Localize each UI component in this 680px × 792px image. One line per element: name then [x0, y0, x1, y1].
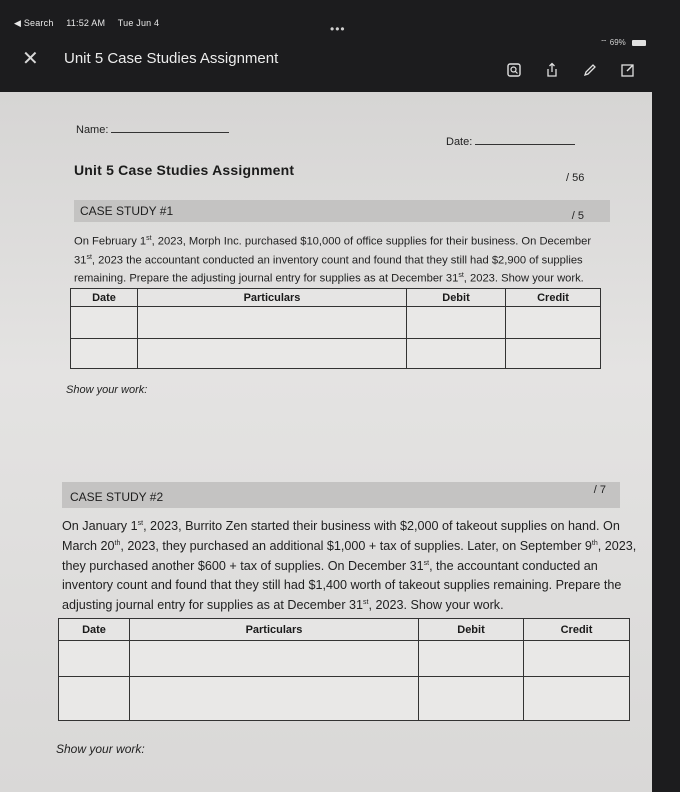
- share-icon: [544, 62, 560, 78]
- table-cell[interactable]: [71, 339, 138, 369]
- edit-icon: [620, 62, 636, 78]
- table-cell[interactable]: [71, 307, 138, 339]
- table-cell[interactable]: [419, 677, 524, 721]
- table-cell[interactable]: [506, 307, 601, 339]
- search-icon: [506, 62, 522, 78]
- date-label: Date:: [446, 136, 473, 148]
- name-line[interactable]: [111, 132, 229, 133]
- status-date: Tue Jun 4: [117, 18, 160, 28]
- table-cell[interactable]: [407, 339, 506, 369]
- status-time: 11:52 AM: [66, 18, 106, 28]
- case-study-2-label: CASE STUDY #2: [70, 490, 164, 504]
- pen-icon: [582, 62, 598, 78]
- markup-button[interactable]: [580, 60, 600, 80]
- document-page: [0, 92, 652, 792]
- case-study-2-header: [62, 482, 620, 508]
- multitasking-dots-icon[interactable]: •••: [330, 22, 346, 36]
- toolbar: [504, 60, 638, 80]
- journal-table-2: [58, 618, 630, 721]
- case-study-2-text: On January 1st, 2023, Burrito Zen started their business with $2,000 of takeout supplies on hand. On March 20th, 2023, they purchased an additional $1,000 + tax of supplies. Later, on September 9th, 2023, they purchased another $600 + tax of supplies. On December 31st, the accountant conducted an inventory count and found that they still had $1,400 worth of takeout supplies remaining. Prepare the adjusting journal entry for supplies as at December 31st, 2023. Show your work.: [62, 519, 637, 612]
- case-study-1-text: On February 1st, 2023, Morph Inc. purchased $10,000 of office supplies for their business. On December 31st, 2023 the accountant conducted an inventory count and found that they still had $2,900 of supplies remaining. Prepare the adjusting journal entry for supplies as at December 31st, 2023. Show your work.: [74, 235, 592, 286]
- table-cell[interactable]: [130, 677, 419, 721]
- wifi-icon: ⌔: [599, 38, 608, 47]
- document-title: Unit 5 Case Studies Assignment: [64, 50, 279, 67]
- col-debit: Debit: [419, 619, 524, 641]
- back-to-search-link[interactable]: ◀ Search: [14, 18, 54, 28]
- share-button[interactable]: [542, 60, 562, 80]
- table-cell[interactable]: [138, 339, 407, 369]
- name-field: [76, 124, 229, 136]
- total-score: / 56: [566, 172, 585, 184]
- col-credit: Credit: [506, 289, 601, 307]
- status-bar: [0, 0, 680, 47]
- table-cell[interactable]: [506, 339, 601, 369]
- col-debit: Debit: [407, 289, 506, 307]
- assignment-heading: Unit 5 Case Studies Assignment: [74, 162, 295, 178]
- date-field: [446, 136, 575, 148]
- table-cell[interactable]: [59, 677, 130, 721]
- table-cell[interactable]: [130, 641, 419, 677]
- document-nav-bar: [0, 40, 680, 90]
- case-study-2-show-work: Show your work:: [56, 742, 145, 756]
- table-cell[interactable]: [419, 641, 524, 677]
- edit-button[interactable]: [618, 60, 638, 80]
- journal-table-1: [70, 288, 601, 369]
- table-cell[interactable]: [524, 641, 630, 677]
- close-icon[interactable]: ✕: [22, 48, 39, 70]
- name-label: Name:: [76, 124, 109, 136]
- col-particulars: Particulars: [130, 619, 419, 641]
- case-study-1-score: / 5: [571, 210, 584, 222]
- case-study-1-label: CASE STUDY #1: [80, 204, 174, 218]
- case-study-1-show-work: Show your work:: [66, 384, 148, 396]
- col-particulars: Particulars: [138, 289, 407, 307]
- col-credit: Credit: [524, 619, 630, 641]
- battery-percent: 69%: [609, 38, 626, 47]
- table-cell[interactable]: [407, 307, 506, 339]
- col-date: Date: [59, 619, 130, 641]
- table-cell[interactable]: [59, 641, 130, 677]
- table-cell[interactable]: [138, 307, 407, 339]
- date-line[interactable]: [475, 144, 575, 145]
- col-date: Date: [71, 289, 138, 307]
- case-study-2-score: / 7: [593, 484, 606, 496]
- table-cell[interactable]: [524, 677, 630, 721]
- case-study-1-header: [74, 200, 610, 222]
- search-document-button[interactable]: [504, 60, 524, 80]
